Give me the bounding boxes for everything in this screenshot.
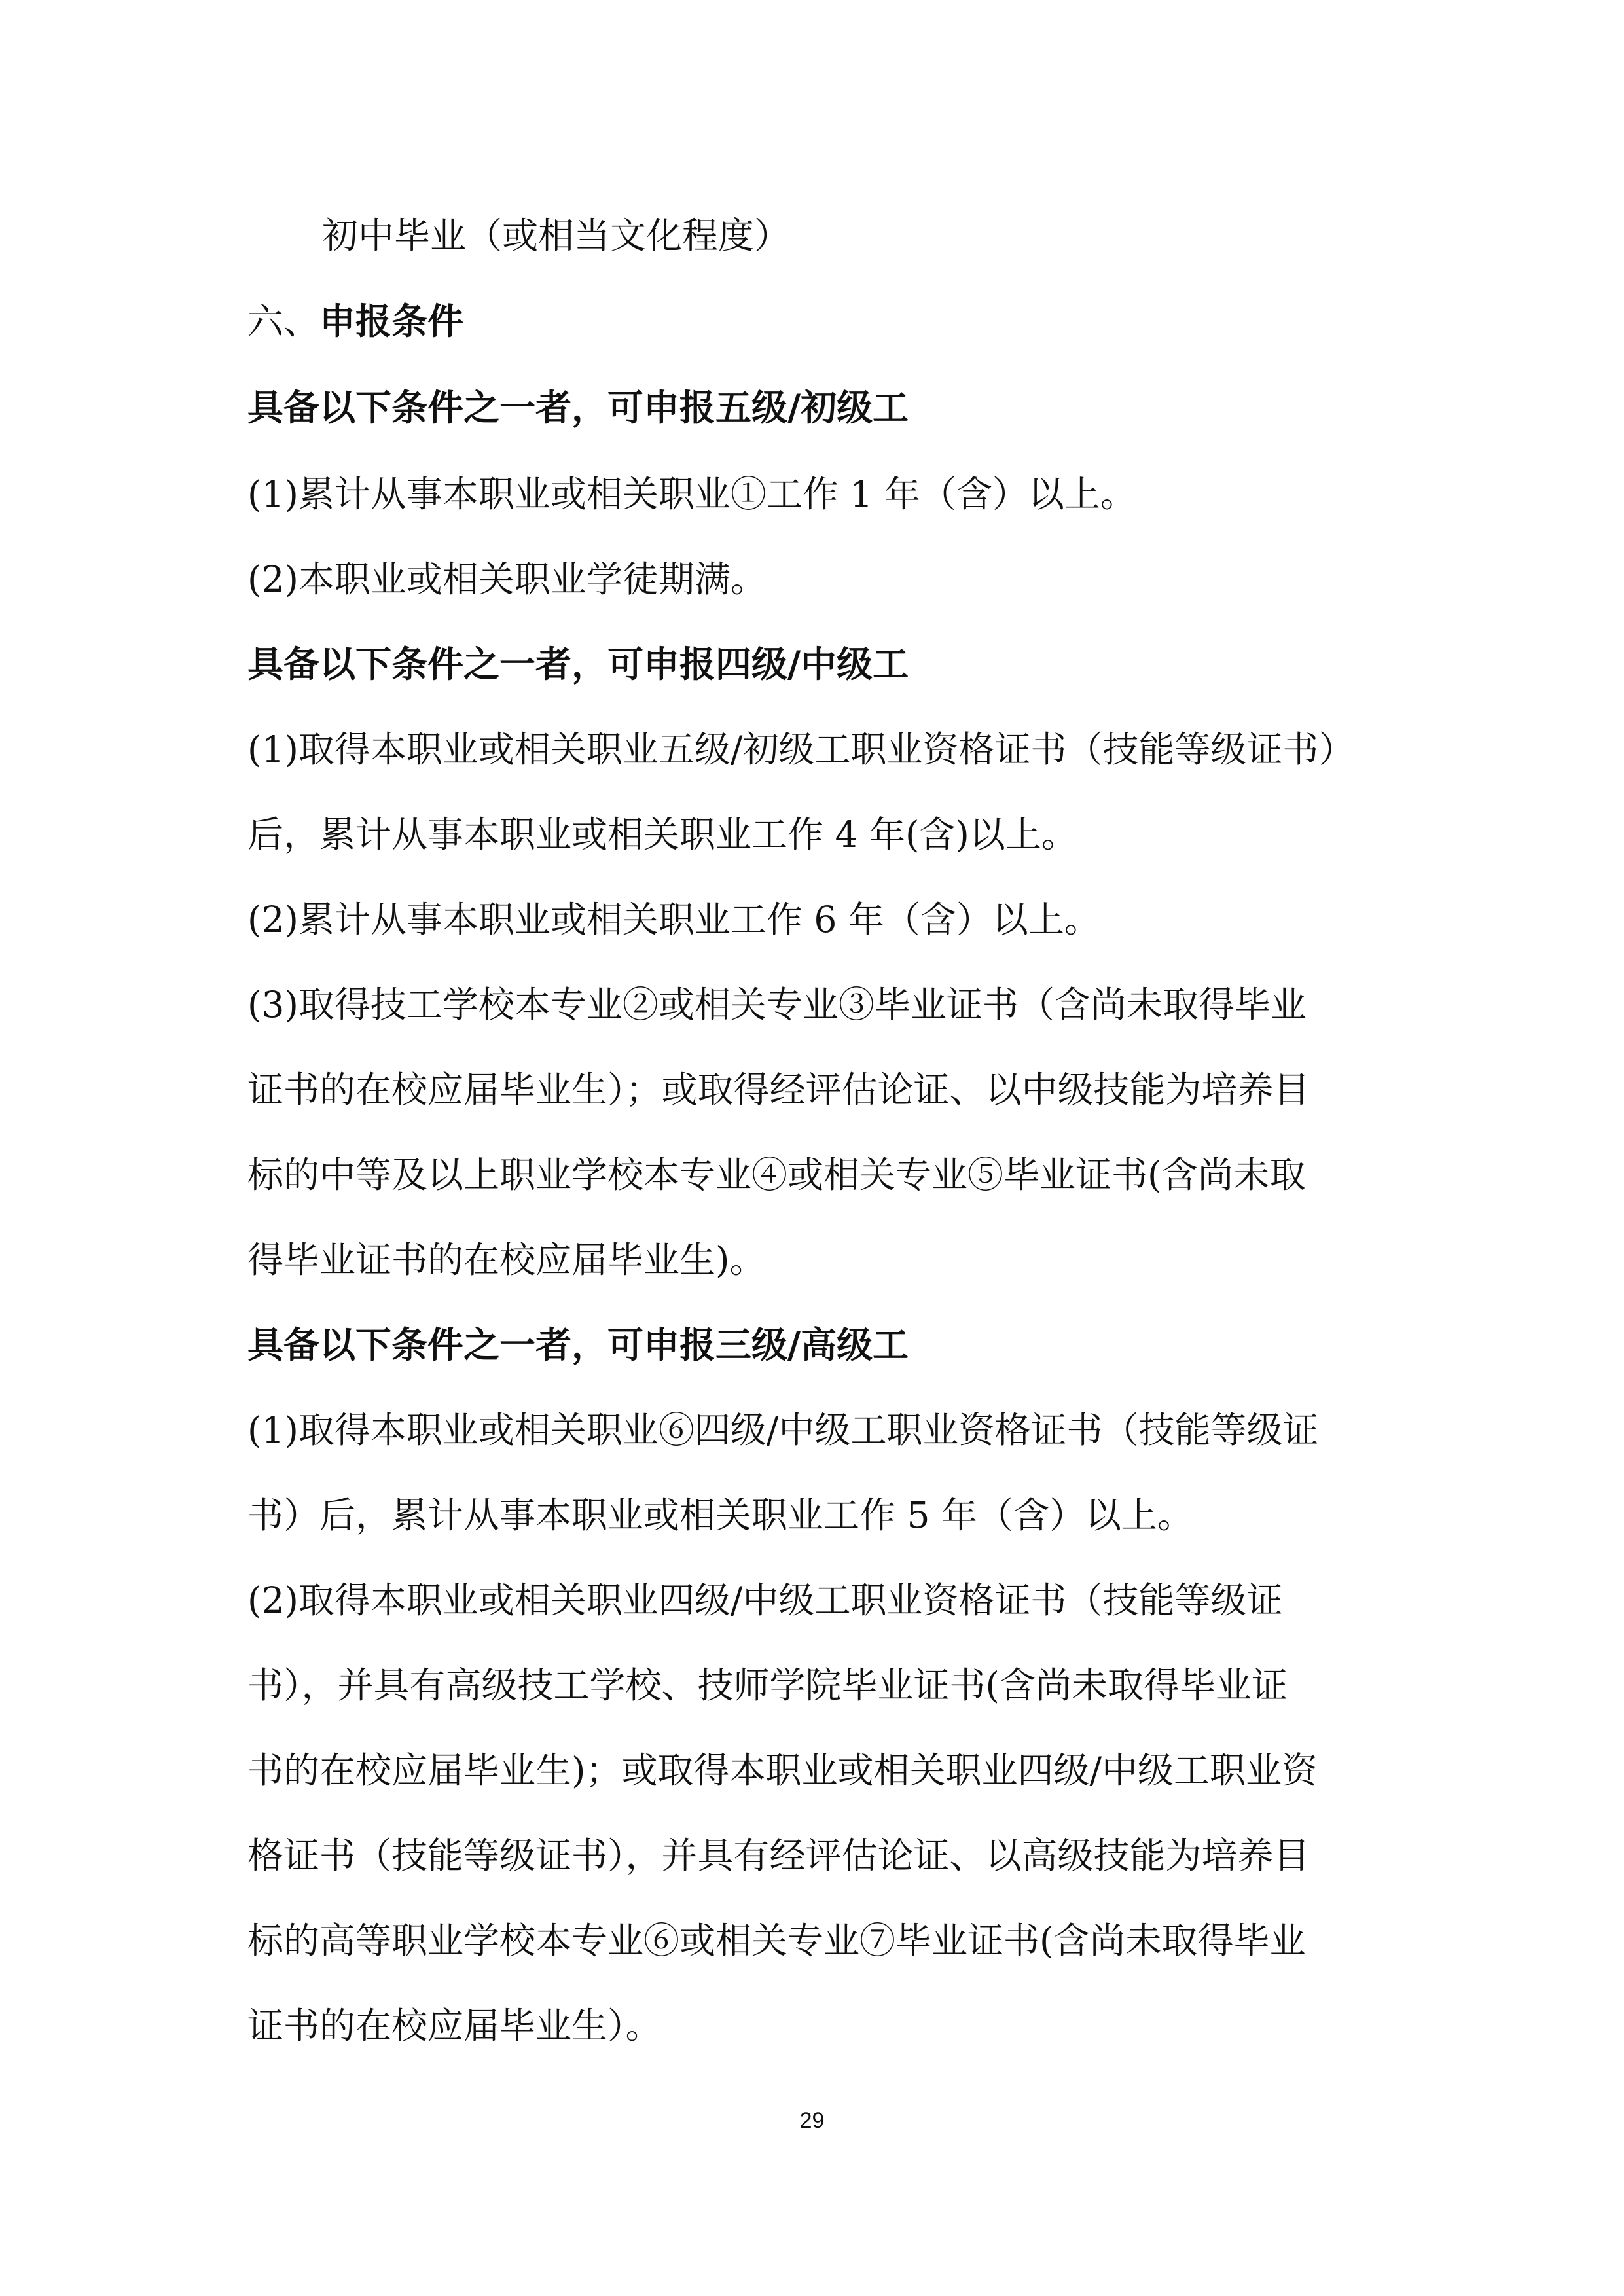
paragraph-line: (2)取得本职业或相关职业四级/中级工职业资格证书（技能等级证 [247,1579,1283,1621]
paragraph-line: (2)累计从事本职业或相关职业工作 6 年（含）以上。 [247,899,1100,941]
section-title: 申报条件 [319,300,464,342]
paragraph-line: 格证书（技能等级证书），并具有经评估论证、以高级技能为培养目 [247,1835,1310,1876]
level-3-heading: 具备以下条件之一者，可申报三级/高级工 [247,1324,909,1366]
paragraph-line: 标的中等及以上职业学校本专业④或相关专业⑤毕业证书(含尚未取 [247,1154,1306,1196]
paragraph-line: 得毕业证书的在校应届毕业生)。 [247,1239,766,1281]
paragraph-line: (1)取得本职业或相关职业⑥四级/中级工职业资格证书（技能等级证 [247,1409,1319,1451]
section-number: 六、 [247,300,320,342]
level-4-heading: 具备以下条件之一者，可申报四级/中级工 [247,643,909,685]
paragraph-line: 书），并具有高级技工学校、技师学院毕业证书(含尚未取得毕业证 [247,1664,1288,1706]
section-heading [247,298,463,344]
paragraph-line: (3)取得技工学校本专业②或相关专业③毕业证书（含尚未取得毕业 [247,984,1307,1026]
education-requirement-text: 初中毕业（或相当文化程度） [322,215,791,257]
paragraph-line: 证书的在校应届毕业生）；或取得经评估论证、以中级技能为培养目 [247,1069,1310,1111]
paragraph-line: 书的在校应届毕业生)；或取得本职业或相关职业四级/中级工职业资 [247,1749,1318,1791]
paragraph-line: 后，累计从事本职业或相关职业工作 4 年(含)以上。 [247,814,1077,855]
paragraph-line: (1)取得本职业或相关职业五级/初级工职业资格证书（技能等级证书） [247,728,1355,770]
paragraph-line: 书）后，累计从事本职业或相关职业工作 5 年（含）以上。 [247,1494,1193,1536]
page-number: 29 [799,2108,825,2133]
paragraph-line: (2)本职业或相关职业学徒期满。 [247,558,767,600]
paragraph-line: 标的高等职业学校本专业⑥或相关专业⑦毕业证书(含尚未取得毕业 [247,1920,1306,1962]
paragraph-line: 证书的在校应届毕业生）。 [247,2005,662,2047]
paragraph-line: (1)累计从事本职业或相关职业①工作 1 年（含）以上。 [247,473,1136,515]
level-5-heading: 具备以下条件之一者，可申报五级/初级工 [247,387,909,429]
